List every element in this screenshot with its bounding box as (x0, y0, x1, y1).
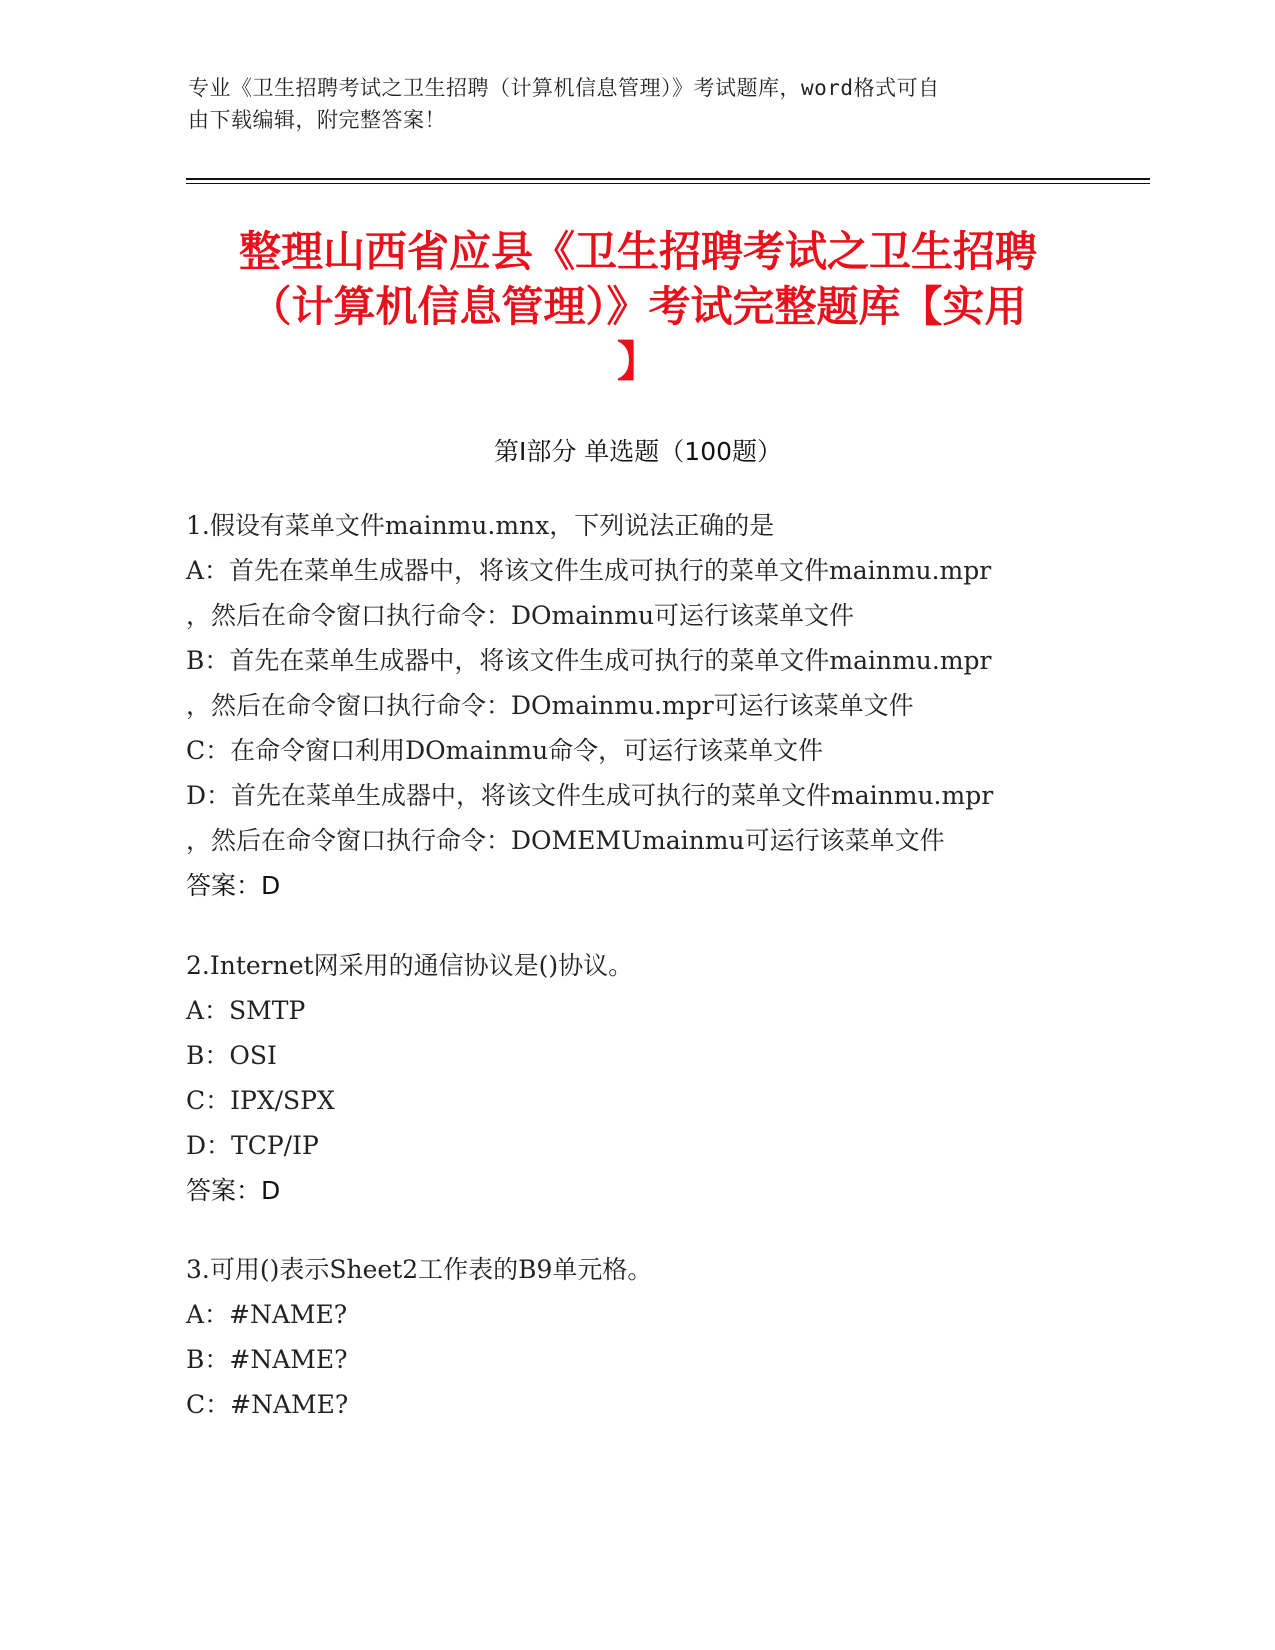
question-option: C：在命令窗口利用DOmainmu命令，可运行该菜单文件 (186, 736, 824, 765)
question-option: D：TCP/IP (186, 1131, 319, 1160)
question-block (186, 943, 1126, 1214)
question-option: C：#NAME? (186, 1390, 349, 1419)
question-option-continuation: ，然后在命令窗口执行命令：DOMEMUmainmu可运行该菜单文件 (186, 826, 945, 855)
question-block (186, 1247, 1126, 1427)
question-stem: 3.可用()表示Sheet2工作表的B9单元格。 (186, 1255, 653, 1284)
header-divider-thin (186, 183, 1150, 184)
question-option: A：首先在菜单生成器中，将该文件生成可执行的菜单文件mainmu.mpr (186, 556, 992, 585)
header-note-line: 专业《卫生招聘考试之卫生招聘（计算机信息管理）》考试题库，word格式可自 (188, 76, 940, 100)
question-option-continuation: ，然后在命令窗口执行命令：DOmainmu.mpr可运行该菜单文件 (186, 691, 914, 720)
question-option: B：#NAME? (186, 1345, 348, 1374)
document-title (186, 224, 1090, 389)
title-line: （计算机信息管理）》考试完整题库【实用 (249, 282, 1027, 331)
header-note-line: 由下载编辑，附完整答案！ (188, 108, 446, 132)
question-answer: 答案：D (186, 871, 281, 900)
question-block (186, 503, 1126, 909)
question-option-continuation: ，然后在命令窗口执行命令：DOmainmu可运行该菜单文件 (186, 601, 855, 630)
question-stem: 2.Internet网采用的通信协议是()协议。 (186, 951, 634, 980)
question-option: A：SMTP (186, 996, 306, 1025)
question-option: B：OSI (186, 1041, 277, 1070)
title-line: 】 (616, 337, 659, 386)
question-answer: 答案：D (186, 1176, 281, 1205)
header-divider-thick (186, 178, 1150, 180)
question-option: A：#NAME? (186, 1300, 348, 1329)
question-option: C：IPX/SPX (186, 1086, 335, 1115)
section-heading: 第Ⅰ部分 单选题（100题） (493, 437, 783, 466)
question-option: B：首先在菜单生成器中，将该文件生成可执行的菜单文件mainmu.mpr (186, 646, 992, 675)
header-note (188, 72, 1088, 136)
question-option: D：首先在菜单生成器中，将该文件生成可执行的菜单文件mainmu.mpr (186, 781, 994, 810)
title-line: 整理山西省应县《卫生招聘考试之卫生招聘 (238, 227, 1037, 276)
question-stem: 1.假设有菜单文件mainmu.mnx，下列说法正确的是 (186, 511, 775, 540)
